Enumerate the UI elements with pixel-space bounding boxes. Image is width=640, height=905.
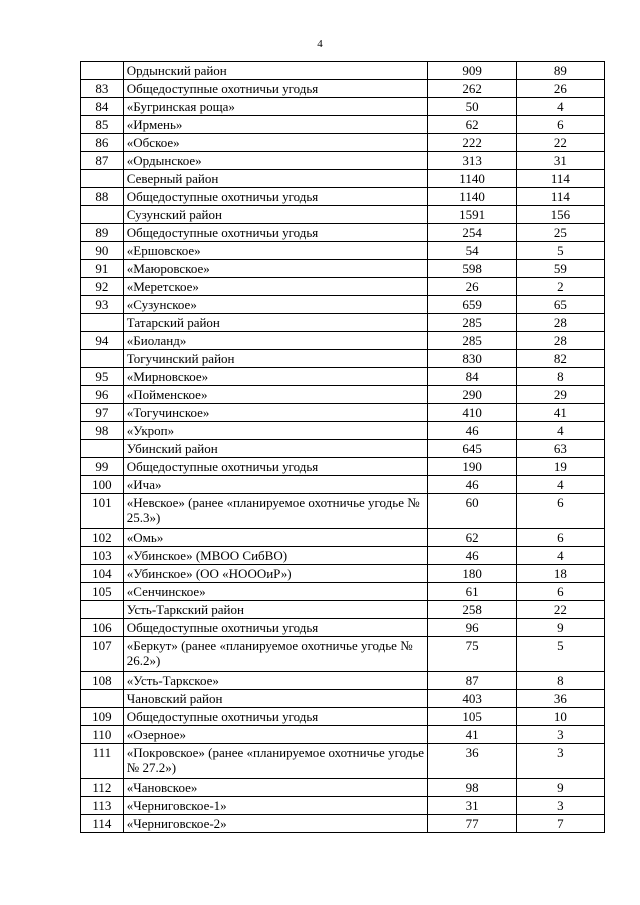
page-number: 4 <box>317 38 323 50</box>
table-row <box>81 404 605 422</box>
ground-name-cell: «Убинское» (МВОО СибВО) <box>123 547 428 565</box>
ground-name-cell: Общедоступные охотничьи угодья <box>123 619 428 637</box>
table-row <box>81 797 605 815</box>
row-number-cell: 97 <box>81 404 124 422</box>
value-b-cell: 36 <box>516 690 604 708</box>
row-number-cell: 91 <box>81 260 124 278</box>
district-row <box>81 170 605 188</box>
value-b-cell: 6 <box>516 116 604 134</box>
value-b-cell: 5 <box>516 637 604 672</box>
value-b-cell: 31 <box>516 152 604 170</box>
table-row <box>81 779 605 797</box>
value-a-cell: 61 <box>428 583 516 601</box>
ground-name-cell: Общедоступные охотничьи угодья <box>123 80 428 98</box>
ground-name-cell: «Бугринская роща» <box>123 98 428 116</box>
table-row <box>81 583 605 601</box>
row-number-cell: 113 <box>81 797 124 815</box>
value-a-cell: 180 <box>428 565 516 583</box>
value-a-cell: 50 <box>428 98 516 116</box>
row-number-cell: 94 <box>81 332 124 350</box>
value-a-cell: 62 <box>428 529 516 547</box>
ground-name-cell: «Сенчинское» <box>123 583 428 601</box>
value-a-cell: 645 <box>428 440 516 458</box>
value-b-cell: 5 <box>516 242 604 260</box>
value-b-cell: 4 <box>516 422 604 440</box>
ground-name-cell: Северный район <box>123 170 428 188</box>
row-number-cell: 90 <box>81 242 124 260</box>
table-row <box>81 98 605 116</box>
value-a-cell: 285 <box>428 332 516 350</box>
table-row <box>81 619 605 637</box>
ground-name-cell: Татарский район <box>123 314 428 332</box>
value-b-cell: 6 <box>516 529 604 547</box>
value-a-cell: 60 <box>428 494 516 529</box>
ground-name-cell: «Обское» <box>123 134 428 152</box>
value-a-cell: 909 <box>428 62 516 80</box>
value-a-cell: 84 <box>428 368 516 386</box>
district-row <box>81 440 605 458</box>
hunting-grounds-table <box>80 61 605 833</box>
value-a-cell: 75 <box>428 637 516 672</box>
table-row <box>81 116 605 134</box>
value-b-cell: 28 <box>516 314 604 332</box>
row-number-cell: 93 <box>81 296 124 314</box>
row-number-cell: 85 <box>81 116 124 134</box>
value-b-cell: 114 <box>516 170 604 188</box>
row-number-cell: 100 <box>81 476 124 494</box>
row-number-cell <box>81 170 124 188</box>
table-row <box>81 152 605 170</box>
value-b-cell: 8 <box>516 672 604 690</box>
value-a-cell: 222 <box>428 134 516 152</box>
ground-name-cell: Общедоступные охотничьи угодья <box>123 458 428 476</box>
ground-name-cell: «Ершовское» <box>123 242 428 260</box>
district-row <box>81 350 605 368</box>
district-row <box>81 62 605 80</box>
value-b-cell: 114 <box>516 188 604 206</box>
value-b-cell: 8 <box>516 368 604 386</box>
value-a-cell: 190 <box>428 458 516 476</box>
row-number-cell <box>81 690 124 708</box>
ground-name-cell: «Чановское» <box>123 779 428 797</box>
table-row <box>81 296 605 314</box>
ground-name-cell: «Ордынское» <box>123 152 428 170</box>
row-number-cell: 88 <box>81 188 124 206</box>
value-b-cell: 3 <box>516 797 604 815</box>
row-number-cell: 95 <box>81 368 124 386</box>
row-number-cell <box>81 62 124 80</box>
row-number-cell: 104 <box>81 565 124 583</box>
value-a-cell: 262 <box>428 80 516 98</box>
value-a-cell: 41 <box>428 726 516 744</box>
ground-name-cell: «Укроп» <box>123 422 428 440</box>
value-a-cell: 313 <box>428 152 516 170</box>
district-row <box>81 690 605 708</box>
value-b-cell: 156 <box>516 206 604 224</box>
row-number-cell: 83 <box>81 80 124 98</box>
ground-name-cell: «Беркут» (ранее «планируемое охотничье угодье № 26.2») <box>123 637 428 672</box>
district-row <box>81 206 605 224</box>
row-number-cell <box>81 440 124 458</box>
value-a-cell: 403 <box>428 690 516 708</box>
value-b-cell: 2 <box>516 278 604 296</box>
table-row <box>81 565 605 583</box>
value-a-cell: 1140 <box>428 170 516 188</box>
value-a-cell: 285 <box>428 314 516 332</box>
value-b-cell: 9 <box>516 779 604 797</box>
value-b-cell: 82 <box>516 350 604 368</box>
ground-name-cell: «Покровское» (ранее «планируемое охотничье угодье № 27.2») <box>123 744 428 779</box>
table-row <box>81 242 605 260</box>
value-b-cell: 10 <box>516 708 604 726</box>
ground-name-cell: «Ича» <box>123 476 428 494</box>
row-number-cell: 108 <box>81 672 124 690</box>
value-a-cell: 87 <box>428 672 516 690</box>
value-a-cell: 46 <box>428 547 516 565</box>
value-b-cell: 65 <box>516 296 604 314</box>
table-row <box>81 672 605 690</box>
row-number-cell: 98 <box>81 422 124 440</box>
value-b-cell: 59 <box>516 260 604 278</box>
table-row <box>81 726 605 744</box>
row-number-cell: 92 <box>81 278 124 296</box>
ground-name-cell: Общедоступные охотничьи угодья <box>123 188 428 206</box>
ground-name-cell: «Биоланд» <box>123 332 428 350</box>
value-a-cell: 410 <box>428 404 516 422</box>
table-row <box>81 458 605 476</box>
row-number-cell: 86 <box>81 134 124 152</box>
value-a-cell: 31 <box>428 797 516 815</box>
ground-name-cell: Чановский район <box>123 690 428 708</box>
row-number-cell: 111 <box>81 744 124 779</box>
value-b-cell: 26 <box>516 80 604 98</box>
table-row <box>81 260 605 278</box>
row-number-cell: 89 <box>81 224 124 242</box>
value-a-cell: 36 <box>428 744 516 779</box>
value-a-cell: 1140 <box>428 188 516 206</box>
value-a-cell: 105 <box>428 708 516 726</box>
value-b-cell: 3 <box>516 726 604 744</box>
row-number-cell: 107 <box>81 637 124 672</box>
table-row <box>81 494 605 529</box>
row-number-cell: 96 <box>81 386 124 404</box>
value-b-cell: 29 <box>516 386 604 404</box>
value-a-cell: 46 <box>428 422 516 440</box>
row-number-cell: 106 <box>81 619 124 637</box>
ground-name-cell: «Невское» (ранее «планируемое охотничье угодье № 25.3») <box>123 494 428 529</box>
value-a-cell: 98 <box>428 779 516 797</box>
value-a-cell: 598 <box>428 260 516 278</box>
ground-name-cell: «Убинское» (ОО «НОООиР») <box>123 565 428 583</box>
value-b-cell: 9 <box>516 619 604 637</box>
value-a-cell: 54 <box>428 242 516 260</box>
ground-name-cell: Убинский район <box>123 440 428 458</box>
row-number-cell: 99 <box>81 458 124 476</box>
value-a-cell: 830 <box>428 350 516 368</box>
ground-name-cell: «Черниговское-2» <box>123 815 428 833</box>
ground-name-cell: «Усть-Таркское» <box>123 672 428 690</box>
table-row <box>81 422 605 440</box>
ground-name-cell: «Озерное» <box>123 726 428 744</box>
table-row <box>81 224 605 242</box>
value-b-cell: 4 <box>516 547 604 565</box>
table-row <box>81 744 605 779</box>
value-b-cell: 6 <box>516 583 604 601</box>
row-number-cell: 105 <box>81 583 124 601</box>
value-b-cell: 63 <box>516 440 604 458</box>
value-a-cell: 254 <box>428 224 516 242</box>
value-a-cell: 96 <box>428 619 516 637</box>
value-b-cell: 4 <box>516 476 604 494</box>
row-number-cell: 112 <box>81 779 124 797</box>
value-a-cell: 1591 <box>428 206 516 224</box>
value-b-cell: 25 <box>516 224 604 242</box>
value-a-cell: 290 <box>428 386 516 404</box>
district-row <box>81 601 605 619</box>
table-row <box>81 134 605 152</box>
value-a-cell: 77 <box>428 815 516 833</box>
ground-name-cell: «Ирмень» <box>123 116 428 134</box>
table-row <box>81 476 605 494</box>
value-b-cell: 22 <box>516 601 604 619</box>
ground-name-cell: «Омь» <box>123 529 428 547</box>
table-row <box>81 529 605 547</box>
value-b-cell: 18 <box>516 565 604 583</box>
row-number-cell <box>81 601 124 619</box>
ground-name-cell: «Черниговское-1» <box>123 797 428 815</box>
table-row <box>81 278 605 296</box>
row-number-cell <box>81 314 124 332</box>
row-number-cell: 102 <box>81 529 124 547</box>
value-b-cell: 22 <box>516 134 604 152</box>
ground-name-cell: Сузунский район <box>123 206 428 224</box>
row-number-cell <box>81 350 124 368</box>
value-b-cell: 4 <box>516 98 604 116</box>
table-row <box>81 188 605 206</box>
row-number-cell: 84 <box>81 98 124 116</box>
ground-name-cell: «Мирновское» <box>123 368 428 386</box>
ground-name-cell: Тогучинский район <box>123 350 428 368</box>
table-row <box>81 80 605 98</box>
value-a-cell: 26 <box>428 278 516 296</box>
table-row <box>81 637 605 672</box>
value-b-cell: 41 <box>516 404 604 422</box>
value-b-cell: 3 <box>516 744 604 779</box>
row-number-cell: 101 <box>81 494 124 529</box>
ground-name-cell: «Сузунское» <box>123 296 428 314</box>
ground-name-cell: Усть-Таркский район <box>123 601 428 619</box>
value-b-cell: 89 <box>516 62 604 80</box>
value-a-cell: 46 <box>428 476 516 494</box>
ground-name-cell: «Пойменское» <box>123 386 428 404</box>
row-number-cell <box>81 206 124 224</box>
value-b-cell: 19 <box>516 458 604 476</box>
value-a-cell: 258 <box>428 601 516 619</box>
ground-name-cell: «Меретское» <box>123 278 428 296</box>
ground-name-cell: Ордынский район <box>123 62 428 80</box>
row-number-cell: 109 <box>81 708 124 726</box>
district-row <box>81 314 605 332</box>
table-row <box>81 547 605 565</box>
row-number-cell: 103 <box>81 547 124 565</box>
row-number-cell: 114 <box>81 815 124 833</box>
table-row <box>81 332 605 350</box>
value-b-cell: 6 <box>516 494 604 529</box>
ground-name-cell: Общедоступные охотничьи угодья <box>123 708 428 726</box>
value-b-cell: 7 <box>516 815 604 833</box>
table-row <box>81 368 605 386</box>
ground-name-cell: «Маюровское» <box>123 260 428 278</box>
ground-name-cell: Общедоступные охотничьи угодья <box>123 224 428 242</box>
table-row <box>81 708 605 726</box>
table-row <box>81 815 605 833</box>
row-number-cell: 87 <box>81 152 124 170</box>
ground-name-cell: «Тогучинское» <box>123 404 428 422</box>
value-a-cell: 659 <box>428 296 516 314</box>
value-a-cell: 62 <box>428 116 516 134</box>
row-number-cell: 110 <box>81 726 124 744</box>
table-row <box>81 386 605 404</box>
value-b-cell: 28 <box>516 332 604 350</box>
